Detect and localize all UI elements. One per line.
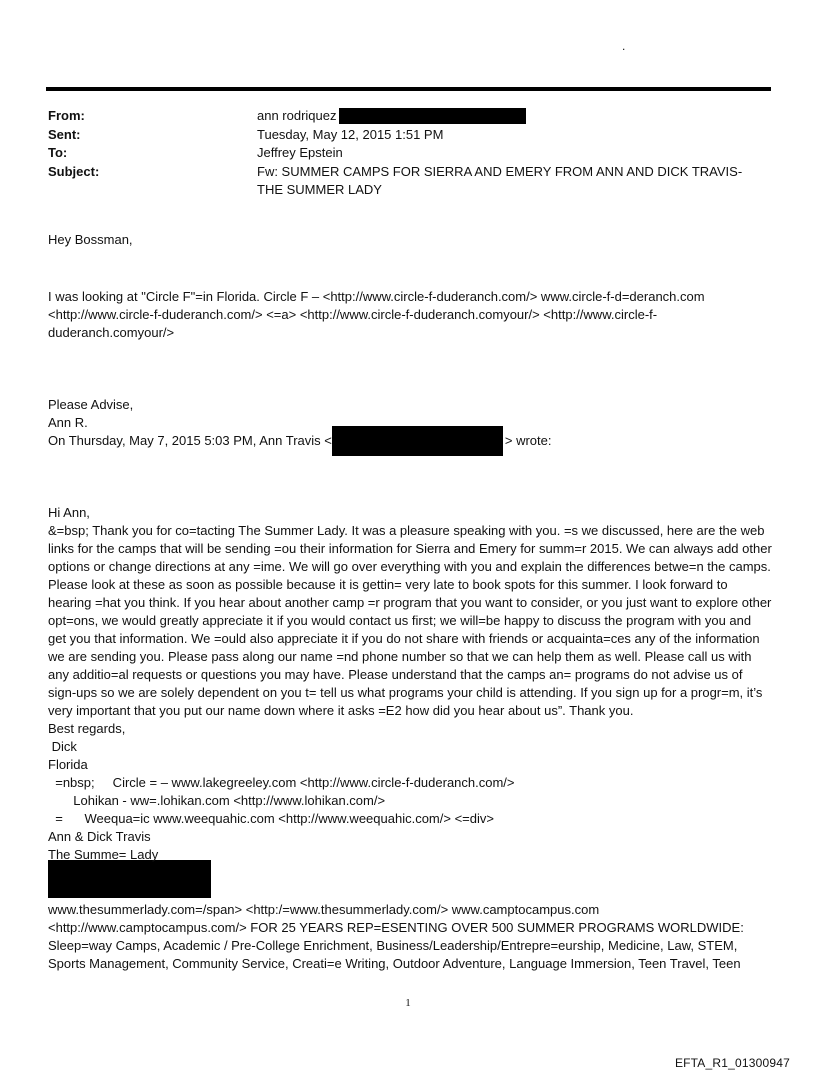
from-label: From: xyxy=(48,108,85,123)
closing-name: Ann R. xyxy=(48,415,88,430)
to-value: Jeffrey Epstein xyxy=(257,145,343,160)
signature-company: The Summe= Lady xyxy=(48,847,159,862)
sign-off: Best regards, xyxy=(48,721,126,736)
closing-block xyxy=(48,396,772,456)
quote-intro-after: > wrote: xyxy=(504,433,552,448)
document-id: EFTA_R1_01300947 xyxy=(674,1056,790,1070)
subject-value: Fw: SUMMER CAMPS FOR SIERRA AND EMERY FROM ANN AND DICK TRAVIS- THE SUMMER LADY xyxy=(257,163,743,197)
sent-row xyxy=(48,126,768,145)
greeting: Hey Bossman, xyxy=(48,232,133,247)
page-number: 1 xyxy=(405,997,411,1009)
redaction-block xyxy=(332,426,503,456)
quoted-message xyxy=(48,504,772,973)
from-name: ann rodriquez xyxy=(257,108,337,123)
quote-intro-before: On Thursday, May 7, 2015 5:03 PM, Ann Travis < xyxy=(48,433,332,448)
redaction-block xyxy=(339,108,526,124)
top-mark: . xyxy=(622,39,626,53)
signature-state: Florida xyxy=(48,757,88,772)
quoted-greeting: Hi Ann, xyxy=(48,505,90,520)
redaction-block xyxy=(48,860,211,898)
footer-paragraph: www.thesummerlady.com=/span> <http:/=www.thesummerlady.com/> www.camptocampus.com <http://www.camptocampus.com/> FOR 25 YEARS REP=ESENTING OVER 500 SUMMER PROGRAMS WORLDWIDE: Sleep=way Camps, Academic / Pre-College Enrichment, Business/Leadership/Entrepre=eurship, Medicine, Law, STEM, Sports Management, Community Service, Creati=e Writing, Outdoor Adventure, Language Immersion, Teen Travel, Teen xyxy=(48,902,744,971)
to-label: To: xyxy=(48,145,68,160)
sent-value: Tuesday, May 12, 2015 1:51 PM xyxy=(257,126,444,142)
paragraph-block xyxy=(48,288,772,342)
quoted-paragraph: &=bsp; Thank you for co=tacting The Summer Lady. It was a pleasure speaking with you. =s we discussed, here are the web links for the camps that will be sending =ou their information for Sierra and Emery for summ=r 2015. We can always add other options or change directions at any =ime. We will go over everything with you and explain the differences betwe=n the camps. Please look at these as soon as possible because it is gettin= very late to book spots for this summer. I look forward to hearing =hat you think. If you hear about another camp =r program that you want to consider, or you just want to explore other opt=ons, we would greatly appreciate it if you would contact us first; we will=be happy to discuss the program with you and get you that information. We =ould also appreciate it if you do not share with friends or acquainta=ces any of the information we are sending you. Please pass along our name =nd phone number so that we can help them as well. Please call us with any additio=al requests or questions you may have. Please understand that the camps an= programs do not advise us of sign-ups so we are solely dependent on you t= tell us what programs your child is attending. If you sign up for a progr=m, it’s very important that you put our name down where it asks =E2 how did you hear about us”. Thank you. xyxy=(48,523,772,718)
from-value xyxy=(257,107,768,126)
quote-intro xyxy=(48,432,772,456)
header-divider xyxy=(46,87,771,91)
email-headers xyxy=(48,107,768,200)
subject-label: Subject: xyxy=(48,163,100,179)
camp-line: = Weequa=ic www.weequahic.com <http://www.weequahic.com/> <=div> xyxy=(48,811,494,826)
closing-line: Please Advise, xyxy=(48,397,134,412)
subject-row xyxy=(48,163,768,200)
from-row xyxy=(48,107,768,126)
sent-label: Sent: xyxy=(48,126,81,142)
signature-block xyxy=(48,738,772,898)
camp-line: Lohikan - ww=.lohikan.com <http://www.lohikan.com/> xyxy=(48,793,386,808)
body-paragraph: I was looking at "Circle F"=in Florida. Circle F – <http://www.circle-f-duderanch.com/> www.circle-f-d=deranch.com <http://www.circle-f-duderanch.com/> <=a> <http://www.circle-f-duderanch.comyour/> <http://www.circle-f-duderanch.comyour/> xyxy=(48,289,705,340)
signature-name: Dick xyxy=(48,739,77,754)
greeting-block xyxy=(48,231,772,249)
camp-line: =nbsp; Circle = – www.lakegreeley.com <http://www.circle-f-duderanch.com/> xyxy=(48,775,515,790)
to-row xyxy=(48,144,768,163)
signature-names: Ann & Dick Travis xyxy=(48,829,151,844)
